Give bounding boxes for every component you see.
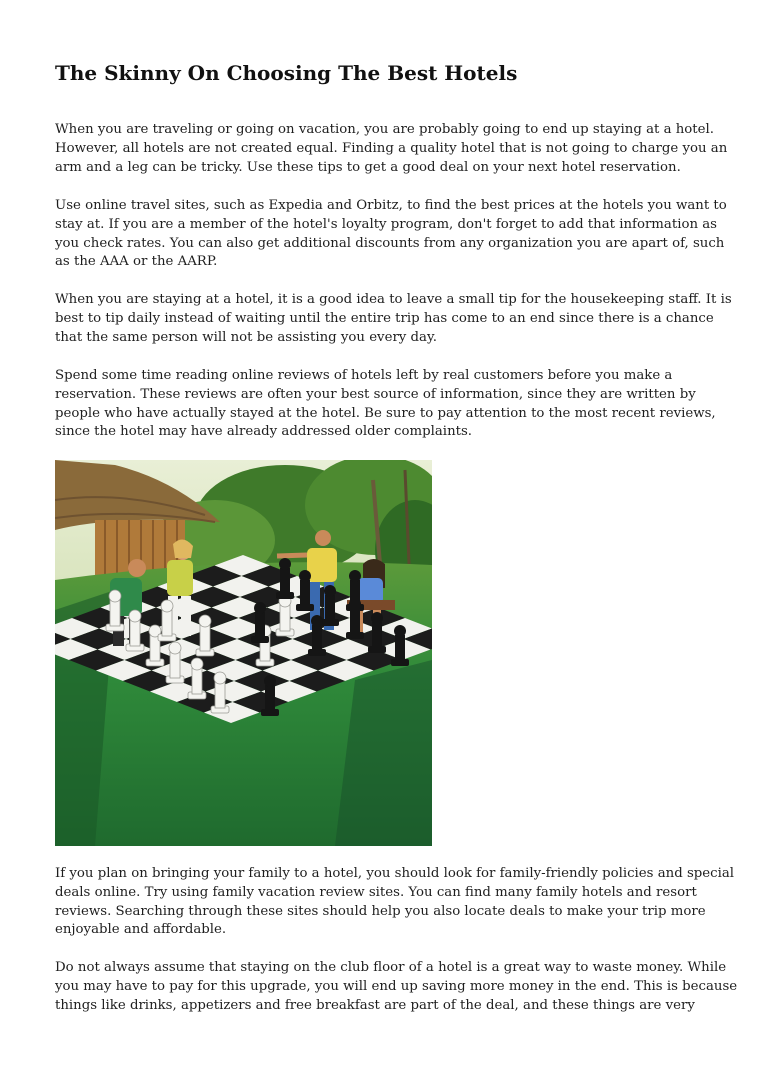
paragraph-line: Spend some time reading online reviews of hotels left by real customers before you make a — [55, 368, 673, 383]
paragraph-line: people who have actually stayed at the hotel. Be sure to pay attention to the most recent reviews, — [55, 405, 716, 421]
paragraph-line: When you are staying at a hotel, it is a good idea to leave a small tip for the housekeeping staff. It is — [55, 292, 732, 307]
paragraph-line: Do not always assume that staying on the club floor of a hotel is a great way to waste money. While — [55, 960, 727, 975]
paragraph-line: However, all hotels are not created equal. Finding a quality hotel that is not going to charge you an — [55, 140, 728, 156]
paragraph-club-floor — [55, 959, 738, 1015]
paragraph-line: since the hotel may have already addressed older complaints. — [55, 424, 473, 440]
chess-photo-illustration — [55, 460, 432, 846]
paragraph-line: as the AAA or the AARP. — [55, 254, 218, 270]
paragraph-line: things like drinks, appetizers and free breakfast are part of the deal, and these things are very — [55, 997, 695, 1013]
paragraph-line: stay at. If you are a member of the hotel's loyalty program, don't forget to add that information as — [55, 216, 717, 232]
paragraph-line: Use online travel sites, such as Expedia and Orbitz, to find the best prices at the hotels you want to — [55, 198, 727, 213]
paragraph-line: you may have to pay for this upgrade, you will end up saving more money in the end. This is because — [55, 978, 738, 994]
paragraph-line: If you plan on bringing your family to a hotel, you should look for family-friendly policies and special — [55, 866, 735, 881]
paragraph-intro — [55, 121, 728, 177]
resort-chess-photo — [55, 460, 432, 846]
document-title: The Skinny On Choosing The Best Hotels — [55, 61, 518, 85]
paragraph-line: arm and a leg can be tricky. Use these tips to get a good deal on your next hotel reservation. — [55, 159, 681, 175]
paragraph-travel-sites — [55, 197, 727, 272]
paragraph-tipping — [55, 291, 732, 347]
paragraph-line: enjoyable and affordable. — [55, 922, 227, 938]
paragraph-line: best to tip daily instead of waiting until the entire trip has come to an end since there is a chance — [55, 310, 714, 326]
paragraph-line: reviews. Searching through these sites should help you also locate deals to make your trip more — [55, 903, 706, 919]
paragraph-line: deals online. Try using family vacation review sites. You can find many family hotels and resort — [55, 884, 697, 900]
paragraph-line: you check rates. You can also get additional discounts from any organization you are apart of, such — [55, 235, 725, 251]
paragraph-family — [55, 865, 735, 940]
paragraph-reviews — [55, 367, 715, 442]
paragraph-line: reservation. These reviews are often your best source of information, since they are written by — [55, 386, 696, 402]
paragraph-line: that the same person will not be assisting you every day. — [55, 329, 437, 345]
paragraph-line: When you are traveling or going on vacation, you are probably going to end up staying at a hotel. — [55, 122, 714, 137]
